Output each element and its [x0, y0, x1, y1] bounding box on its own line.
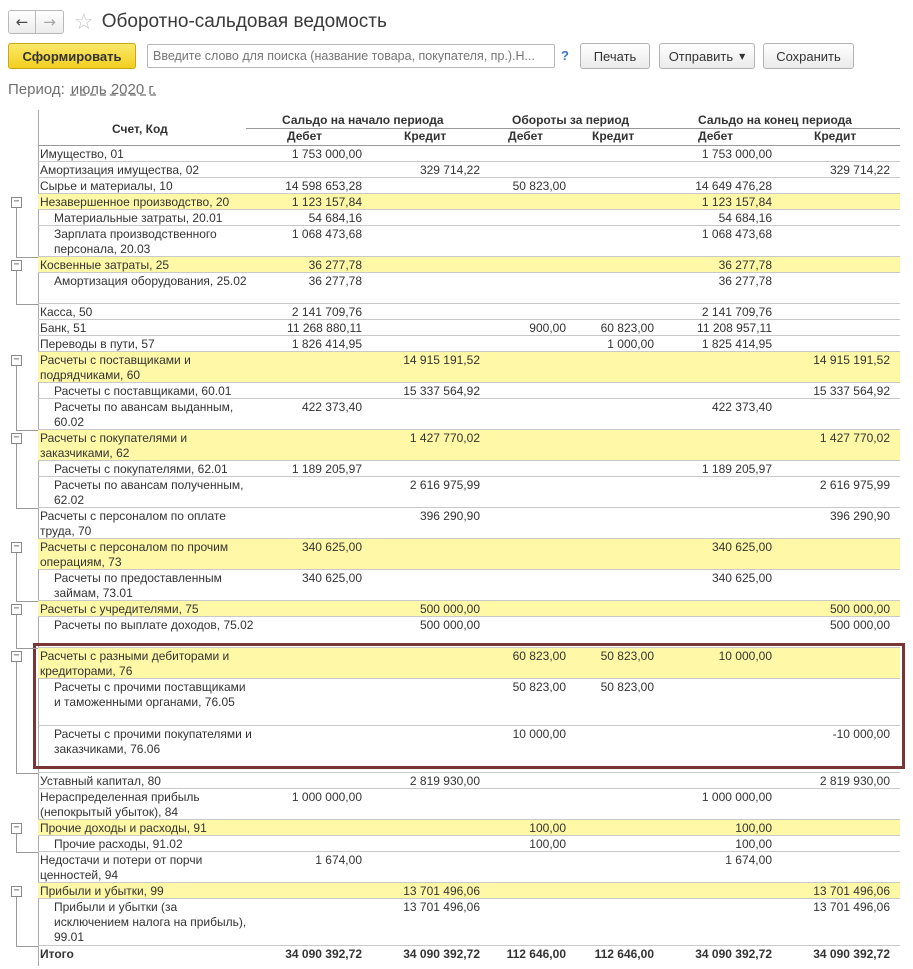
tree-branch-line	[16, 615, 17, 648]
period-label: Период:	[8, 81, 65, 98]
amount-cell: 14 649 476,28	[695, 179, 772, 193]
tree-branch-end	[16, 508, 38, 509]
account-name: Расчеты по авансам полученным, 62.02	[54, 478, 244, 507]
table-row[interactable]	[38, 883, 900, 899]
amount-cell: 1 674,00	[315, 853, 362, 867]
amount-cell: 54 684,16	[718, 211, 772, 225]
amount-cell: 500 000,00	[419, 618, 480, 632]
amount-cell: 60 823,00	[512, 649, 566, 663]
amount-cell: 100,00	[529, 821, 566, 835]
table-row[interactable]	[38, 852, 900, 883]
amount-cell: 1 826 414,95	[291, 337, 362, 351]
table-row[interactable]	[38, 399, 900, 430]
amount-cell: 422 373,40	[711, 400, 772, 414]
table-row[interactable]	[38, 679, 900, 726]
table-row[interactable]	[38, 336, 900, 352]
account-name: Расчеты по выплате доходов, 75.02	[54, 618, 254, 632]
tree-branch-end	[16, 773, 38, 774]
table-row[interactable]	[38, 383, 900, 399]
amount-cell: 900,00	[529, 321, 566, 335]
amount-cell: 422 373,40	[301, 400, 362, 414]
account-name: Итого	[40, 947, 74, 961]
table-row[interactable]	[38, 836, 900, 852]
amount-cell: 1 825 414,95	[701, 337, 772, 351]
amount-cell: 340 625,00	[711, 571, 772, 585]
amount-cell: 50 823,00	[512, 680, 566, 694]
amount-cell: 36 277,78	[718, 274, 772, 288]
collapse-group-icon[interactable]: −	[11, 197, 22, 208]
amount-cell: 500 000,00	[829, 618, 890, 632]
amount-cell: 14 915 191,52	[813, 353, 890, 367]
save-button[interactable]: Сохранить	[763, 43, 854, 69]
tree-branch-end	[16, 304, 38, 305]
header-closing-credit: Кредит	[814, 129, 857, 143]
collapse-group-icon[interactable]: −	[11, 355, 22, 366]
header-opening-debit: Дебет	[287, 129, 323, 143]
tree-branch-line	[16, 834, 17, 852]
back-arrow-icon[interactable]: ←	[8, 10, 36, 34]
tree-branch-line	[16, 366, 17, 430]
amount-cell: 34 090 392,72	[285, 947, 362, 961]
amount-cell: 1 427 770,02	[819, 431, 890, 445]
header-turnover: Обороты за период	[512, 113, 630, 127]
account-name: Косвенные затраты, 25	[40, 258, 170, 272]
account-name: Банк, 51	[40, 321, 87, 335]
amount-cell: 2 616 975,99	[409, 478, 480, 492]
search-input[interactable]	[147, 44, 555, 68]
header-opening-credit: Кредит	[404, 129, 447, 143]
table-row[interactable]	[38, 304, 900, 320]
collapse-group-icon[interactable]: −	[11, 604, 22, 615]
header-closing: Сальдо на конец периода	[698, 113, 852, 127]
amount-cell: 36 277,78	[718, 258, 772, 272]
table-row[interactable]	[38, 461, 900, 477]
account-name: Сырье и материалы, 10	[40, 179, 173, 193]
amount-cell: 2 141 709,76	[701, 305, 772, 319]
amount-cell: 10 000,00	[512, 727, 566, 741]
amount-cell: 500 000,00	[419, 602, 480, 616]
tree-branch-end	[16, 257, 38, 258]
header-turnover-credit: Кредит	[592, 129, 635, 143]
amount-cell: 34 090 392,72	[813, 947, 890, 961]
account-name: Уставный капитал, 80	[40, 774, 161, 788]
amount-cell: 2 141 709,76	[291, 305, 362, 319]
amount-cell: 36 277,78	[308, 274, 362, 288]
print-button[interactable]: Печать	[580, 43, 650, 69]
tree-branch-line	[16, 208, 17, 257]
account-name: Амортизация оборудования, 25.02	[54, 274, 247, 288]
amount-cell: 13 701 496,06	[813, 884, 890, 898]
amount-cell: 1 753 000,00	[291, 147, 362, 161]
table-row[interactable]	[38, 430, 900, 461]
amount-cell: 396 290,90	[419, 509, 480, 523]
amount-cell: 11 268 880,11	[287, 321, 362, 335]
forward-arrow-icon[interactable]: →	[36, 10, 64, 34]
amount-cell: 500 000,00	[829, 602, 890, 616]
tree-branch-line	[16, 553, 17, 601]
header-account: Счет, Код	[112, 122, 168, 136]
amount-cell: 340 625,00	[301, 540, 362, 554]
chevron-down-icon: ▼	[739, 51, 746, 61]
amount-cell: 2 819 930,00	[819, 774, 890, 788]
account-name: Расчеты с учредителями, 75	[40, 602, 199, 616]
tree-branch-end	[16, 648, 38, 649]
header-divider	[246, 128, 900, 129]
amount-cell: 15 337 564,92	[813, 384, 890, 398]
header-turnover-debit: Дебет	[508, 129, 544, 143]
account-name: Переводы в пути, 57	[40, 337, 155, 351]
account-name: Расчеты по предоставленным займам, 73.01	[54, 571, 222, 600]
send-button[interactable]	[659, 43, 755, 69]
tree-branch-line	[16, 444, 17, 508]
table-row[interactable]	[38, 226, 900, 257]
table-row[interactable]	[38, 539, 900, 570]
table-row[interactable]	[38, 789, 900, 820]
page-title: Оборотно-сальдовая ведомость	[101, 11, 387, 32]
table-row[interactable]	[38, 320, 900, 336]
account-name: Расчеты с поставщиками, 60.01	[54, 384, 232, 398]
period-selector	[8, 81, 156, 98]
amount-cell: 1 753 000,00	[701, 147, 772, 161]
collapse-group-icon[interactable]: −	[11, 260, 22, 271]
amount-cell: -10 000,00	[832, 727, 890, 741]
table-row[interactable]	[38, 194, 900, 210]
amount-cell: 1 123 157,84	[291, 195, 362, 209]
table-row[interactable]	[38, 273, 900, 304]
amount-cell: 50 823,00	[600, 649, 654, 663]
amount-cell: 340 625,00	[301, 571, 362, 585]
amount-cell: 100,00	[735, 837, 772, 851]
amount-cell: 34 090 392,72	[403, 947, 480, 961]
collapse-group-icon[interactable]: −	[11, 651, 22, 662]
amount-cell: 100,00	[735, 821, 772, 835]
amount-cell: 1 068 473,68	[701, 227, 772, 241]
amount-cell: 1 000,00	[607, 337, 654, 351]
amount-cell: 2 616 975,99	[819, 478, 890, 492]
send-button-label: Отправить	[668, 48, 734, 64]
amount-cell: 1 000 000,00	[291, 790, 362, 804]
account-name: Прочие доходы и расходы, 91	[40, 821, 207, 835]
table-row[interactable]	[38, 570, 900, 601]
amount-cell: 340 625,00	[711, 540, 772, 554]
amount-cell: 329 714,22	[419, 163, 480, 177]
amount-cell: 34 090 392,72	[695, 947, 772, 961]
amount-cell: 60 823,00	[600, 321, 654, 335]
account-name: Недостачи и потери от порчи ценностей, 94	[40, 853, 203, 882]
collapse-group-icon[interactable]: −	[11, 542, 22, 553]
amount-cell: 14 915 191,52	[403, 353, 480, 367]
header-closing-debit: Дебет	[698, 129, 734, 143]
account-name: Расчеты с персоналом по прочим операциям, 73	[40, 540, 229, 569]
account-name: Амортизация имущества, 02	[40, 163, 200, 177]
account-name: Незавершенное производство, 20	[40, 195, 230, 209]
tree-branch-end	[16, 852, 38, 853]
favorite-star-icon[interactable]: ☆	[74, 9, 94, 35]
amount-cell: 10 000,00	[718, 649, 772, 663]
account-name: Зарплата производственного персонала, 20.03	[54, 227, 217, 256]
collapse-group-icon[interactable]: −	[11, 823, 22, 834]
generate-button[interactable]: Сформировать	[8, 43, 136, 69]
amount-cell: 112 646,00	[506, 947, 566, 961]
amount-cell: 13 701 496,06	[403, 884, 480, 898]
account-name: Расчеты с персоналом по оплате труда, 70	[40, 509, 226, 538]
help-icon[interactable]: ?	[561, 48, 569, 63]
account-name: Расчеты с покупателями и заказчиками, 62	[40, 431, 188, 460]
amount-cell: 50 823,00	[512, 179, 566, 193]
tree-branch-end	[16, 601, 38, 602]
table-row[interactable]	[38, 508, 900, 539]
account-name: Расчеты по авансам выданным, 60.02	[54, 400, 234, 429]
amount-cell: 1 674,00	[725, 853, 772, 867]
amount-cell: 13 701 496,06	[403, 900, 480, 914]
table-row[interactable]	[38, 178, 900, 194]
amount-cell: 1 427 770,02	[409, 431, 480, 445]
table-row[interactable]	[38, 899, 900, 946]
account-name: Имущество, 01	[40, 147, 124, 161]
tree-branch-line	[16, 662, 17, 773]
table-row[interactable]	[38, 617, 900, 648]
amount-cell: 396 290,90	[829, 509, 890, 523]
amount-cell: 2 819 930,00	[409, 774, 480, 788]
amount-cell: 100,00	[529, 837, 566, 851]
amount-cell: 14 598 653,28	[285, 179, 362, 193]
amount-cell: 1 189 205,97	[291, 462, 362, 476]
amount-cell: 1 000 000,00	[701, 790, 772, 804]
amount-cell: 50 823,00	[600, 680, 654, 694]
table-row[interactable]	[38, 162, 900, 178]
account-name: Прибыли и убытки (за исключением налога на прибыль), 99.01	[54, 900, 247, 944]
tree-branch-line	[16, 897, 17, 946]
account-name: Расчеты с разными дебиторами и кредиторами, 76	[40, 649, 230, 678]
collapse-group-icon[interactable]: −	[11, 886, 22, 897]
account-name: Прибыли и убытки, 99	[40, 884, 164, 898]
toolbar	[8, 43, 908, 69]
table-row[interactable]	[38, 257, 900, 273]
account-name: Прочие расходы, 91.02	[54, 837, 183, 851]
amount-cell: 112 646,00	[594, 947, 654, 961]
amount-cell: 329 714,22	[829, 163, 890, 177]
tree-branch-end	[16, 430, 38, 431]
amount-cell: 15 337 564,92	[403, 384, 480, 398]
table-row[interactable]	[38, 210, 900, 226]
collapse-group-icon[interactable]: −	[11, 433, 22, 444]
account-name: Расчеты с прочими поставщиками и таможенными органами, 76.05	[54, 680, 246, 709]
amount-cell: 1 123 157,84	[701, 195, 772, 209]
tree-branch-line	[16, 271, 17, 304]
amount-cell: 1 068 473,68	[291, 227, 362, 241]
account-name: Расчеты с покупателями, 62.01	[54, 462, 228, 476]
header-opening: Сальдо на начало периода	[282, 113, 444, 127]
table-row[interactable]	[38, 726, 900, 773]
title-bar	[8, 8, 387, 36]
period-value[interactable]: июль 2020 г.	[70, 81, 157, 98]
account-name: Расчеты с прочими покупателями и заказчиками, 76.06	[54, 727, 252, 756]
amount-cell: 11 208 957,11	[697, 321, 772, 335]
tree-branch-end	[16, 946, 38, 947]
amount-cell: 13 701 496,06	[813, 900, 890, 914]
amount-cell: 36 277,78	[308, 258, 362, 272]
table-row[interactable]	[38, 352, 900, 383]
amount-cell: 54 684,16	[308, 211, 362, 225]
table-row[interactable]	[38, 648, 900, 679]
table-row[interactable]	[38, 477, 900, 508]
account-name: Расчеты с поставщиками и подрядчиками, 60	[40, 353, 191, 382]
table-row[interactable]	[38, 820, 900, 836]
table-row[interactable]	[38, 146, 900, 162]
total-row[interactable]	[38, 946, 900, 963]
table-row[interactable]	[38, 601, 900, 617]
account-name: Нераспределенная прибыль (непокрытый убыток), 84	[40, 790, 200, 819]
account-name: Материальные затраты, 20.01	[54, 211, 223, 225]
account-name: Касса, 50	[40, 305, 93, 319]
amount-cell: 1 189 205,97	[701, 462, 772, 476]
table-row[interactable]	[38, 773, 900, 789]
